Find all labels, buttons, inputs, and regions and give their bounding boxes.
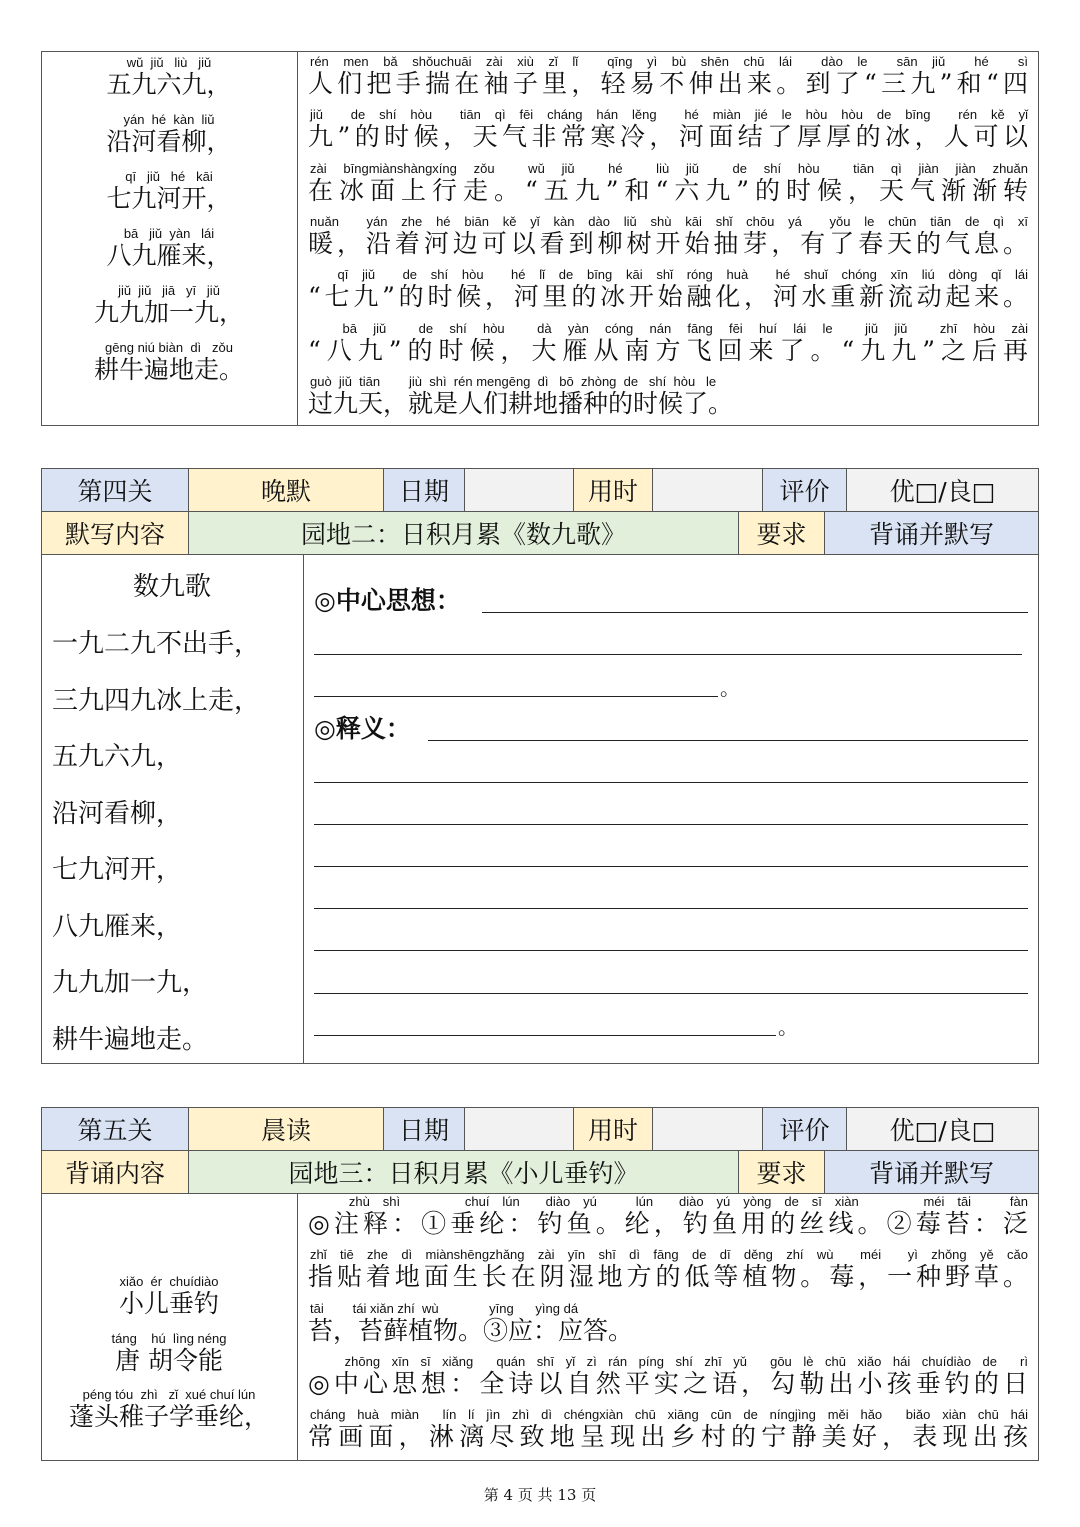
poem-line: 九九加一九， [52,968,209,998]
writing-line[interactable] [314,1035,776,1036]
header-eval-label: 评价 [762,468,847,512]
writing-line[interactable] [482,612,1028,613]
text-line: 暖，沿着河边可以看到柳树开始抽芽，有了春天的气息。 [308,228,1028,258]
column-divider [297,51,298,426]
header-time-label: 用时 [573,468,653,512]
poem-line: 小儿垂钓 [118,1289,219,1318]
header-date-value[interactable] [464,468,574,512]
text-line: 在冰面上行走。“五九”和“六九”的时候，天气渐渐转 [308,175,1028,205]
header-date-label: 日期 [383,1107,465,1151]
text-line: 常画面，淋漓尽致地呈现出乡村的宁静美好，表现出孩 [308,1422,1028,1452]
header-content-label: 背诵内容 [41,1150,189,1194]
column-divider [297,1193,298,1461]
header-content: 园地三：日积月累《小儿垂钓》 [188,1150,739,1194]
header-time-label: 用时 [573,1107,653,1151]
writing-line[interactable] [314,654,1022,655]
poem-line: 五九六九， [106,70,232,99]
writing-line[interactable] [314,866,1028,867]
pinyin-line: wǔ jiǔ liù jiǔ [126,55,212,70]
column-divider [303,554,304,1064]
header-eval-value[interactable]: 优□/良□ [846,1107,1039,1151]
pinyin-line: zài bīngmiànshàngxíng zǒu wǔ jiǔ hé liù jiǔ de shí hòu tiān qì jiàn jiàn zhuǎn [310,160,1028,176]
header-req: 背诵并默写 [824,511,1039,555]
text-line: 过九天，就是人们耕地播种的时候了。 [308,388,734,418]
header-eval-value[interactable]: 优□/良□ [846,468,1039,512]
pinyin-line: táng hú lìng néng [111,1331,227,1346]
text-line: 九”的时候，天气非常寒冷，河面结了厚厚的冰，人可以 [308,122,1028,152]
writing-line[interactable] [314,782,1028,783]
writing-line[interactable] [314,908,1028,909]
pinyin-line: zhǐ tiē zhe dì miànshēngzhǎng zài yīn shī dì fāng de dī děng zhí wù méi yì zhǒng yě cǎo [310,1247,1028,1263]
text-line: 人们把手揣在袖子里，轻易不伸出来。到了“三九”和“四 [308,69,1028,98]
text-line: “七九”的时候，河里的冰开始融化，河水重新流动起来。 [308,282,1028,312]
pinyin-line: bā jiǔ de shí hòu dà yàn cóng nán fāng fēi huí lái le jiǔ jiǔ zhī hòu zài [310,320,1028,336]
pinyin-line: jiǔ jiǔ jiā yī jiǔ [118,283,220,298]
header-eval-label: 评价 [762,1107,847,1151]
header-date-label: 日期 [383,468,465,512]
meaning-label: ◎释义： [314,714,411,743]
text-line: ◎中心思想：全诗以自然平实之语，勾勒出小孩垂钓的日 [308,1368,1028,1398]
poem-line: 一九二九不出手， [52,629,261,659]
writing-line[interactable] [314,824,1028,825]
poem-line: 沿河看柳， [106,127,232,156]
header-time-value[interactable] [652,1107,763,1151]
pinyin-line: rén men bǎ shǒuchuāi zài xiù zǐ lǐ qīng yì bù shēn chū lái dào le sān jiǔ hé sì [310,54,1028,69]
pinyin-line: cháng huà miàn lín lí jìn zhì dì chéngxiàn chū xiāng cūn de níngjìng měi hǎo biǎo xiàn chū hái [310,1407,1028,1423]
header-level: 第五关 [41,1107,189,1151]
poem-line: 蓬头稚子学垂纶， [68,1402,269,1431]
period: 。 [720,676,740,700]
writing-line[interactable] [314,950,1028,951]
pinyin-line: zhù shì chuí lún diào yú lún diào yú yòng de sī xiàn méi tāi fàn [310,1194,1028,1209]
pinyin-line: zhōng xīn sī xiǎng quán shī yǐ zì rán píng shí zhī yǔ gōu lè chū xiǎo hái chuídiào de rì [310,1353,1028,1369]
header-time-value[interactable] [652,468,763,512]
pinyin-line: péng tóu zhì zǐ xué chuí lún [82,1387,256,1402]
poem-line: 唐 胡令能 [115,1346,223,1375]
header-date-value[interactable] [464,1107,574,1151]
poem-line: 沿河看柳， [52,798,183,829]
header-level: 第四关 [41,468,189,512]
text-line: 指贴着地面生长在阴湿地方的低等植物。莓，一种野草。 [308,1262,1028,1292]
poem-title: 数九歌 [132,572,211,602]
poem-line: 耕牛遍地走。 [52,1024,209,1055]
header-session: 晚默 [188,468,384,512]
poem-line: 七九河开， [52,855,183,885]
text-line: “八九”的时候，大雁从南方飞回来了。“九九”之后再 [308,335,1028,365]
period: 。 [778,1015,798,1039]
writing-line[interactable] [314,993,1028,994]
writing-line[interactable] [314,696,718,697]
header-req-label: 要求 [738,1150,825,1194]
header-req-label: 要求 [738,511,825,555]
poem-line: 九九加一九， [93,298,244,327]
pinyin-line: tāi tái xiǎn zhí wù yīng yìng dá [310,1300,579,1316]
pinyin-line: gēng niú biàn dì zǒu [105,340,233,355]
writing-line[interactable] [428,740,1028,741]
poem-line: 耕牛遍地走。 [93,355,244,384]
pinyin-line: nuǎn yán zhe hé biān kě yǐ kàn dào liǔ shù kāi shǐ chōu yá yǒu le chūn tiān de qì xī [310,213,1028,229]
poem-line: 八九雁来， [106,241,232,270]
header-content: 园地二：日积月累《数九歌》 [188,511,739,555]
header-content-label: 默写内容 [41,511,189,555]
poem-line: 三九四九冰上走， [52,685,261,716]
text-line: ◎注释：①垂纶：钓鱼。纶，钓鱼用的丝线。②莓苔：泛 [308,1209,1028,1238]
text-line: 苔，苔藓植物。③应：应答。 [308,1315,634,1345]
header-req: 背诵并默写 [824,1150,1039,1194]
pinyin-line: jiǔ de shí hòu tiān qì fēi cháng hán lěng hé miàn jié le hòu hòu de bīng rén kě yǐ [310,107,1028,123]
poem-line: 五九六九， [52,742,183,772]
poem-line: 八九雁来， [52,911,183,942]
pinyin-line: bā jiǔ yàn lái [123,226,215,241]
pinyin-line: xiǎo ér chuídiào [119,1274,219,1289]
poem-line: 七九河开， [106,184,232,213]
pinyin-line: qī jiǔ hé kāi [125,169,213,184]
pinyin-line: yán hé kàn liǔ [123,112,215,127]
theme-label: ◎中心思想： [314,586,461,615]
pinyin-line: qī jiǔ de shí hòu hé lǐ de bīng kāi shǐ róng huà hé shuǐ chóng xīn liú dòng qǐ lái [310,267,1028,283]
pinyin-line: guò jiǔ tiān jiù shì rén mengēng dì bō zhòng de shí hòu le [310,373,717,389]
page-number: 第 4 页 共 13 页 [483,1486,597,1504]
header-session: 晨读 [188,1107,384,1151]
